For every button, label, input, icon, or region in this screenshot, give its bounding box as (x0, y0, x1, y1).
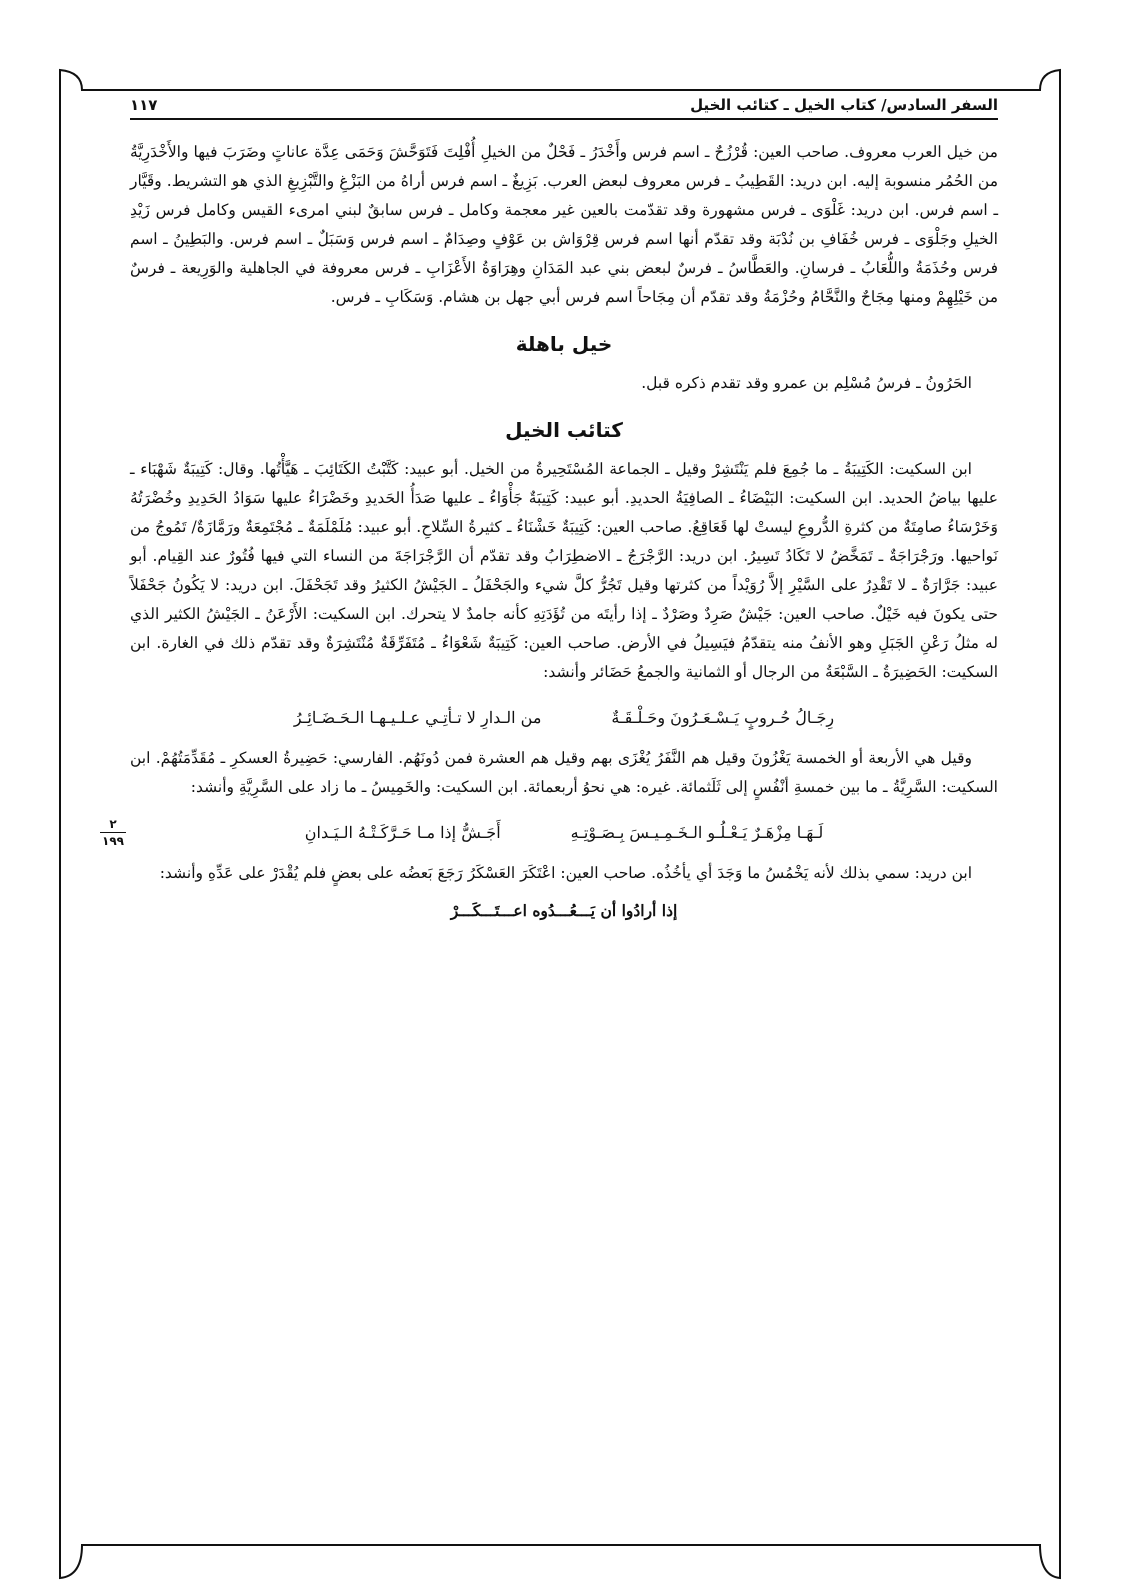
paragraph-kataib-3: ابن دريد: سمي بذلك لأنه يَخْمُسُ ما وَجَدَ أي يأخُذُه. صاحب العين: اعْتَكَرَ العَسْكَرُ رَجَعَ بَعضُه على بعضٍ فلم يُقْدَرْ على عَدِّهِ وأنشد: (159, 864, 972, 882)
page-number: ١١٧ (130, 96, 158, 114)
section-heading-bahila: خيل باهلة (515, 332, 613, 356)
paragraph-horses-continued: من خيل العرب معروف. صاحب العين: قُرْزُحٌ ـ اسم فرس وأَخْدَرُ ـ فَحْلٌ من الخيلِ أُفْلِتَ فَتَوَحَّشَ وَحَمَى عِدَّة عاناتٍ وضَرَبَ فيها والأَخْدَرِيَّةُ من الحُمُر منسوبة إليه. ابن دريد: القَطِيبُ ـ فرس معروف لبعض العرب. بَزِيغٌ ـ اسم فرس أراهُ من البَزْغِ والتَّبْزِيغِ الذي هو التشريط. وقَيَّار ـ اسم فرس. ابن دريد: غَلْوَى ـ فرس مشهورة وقد تقدّمت بالعين غير معجمة وكامل ـ فرس سابقٌ لبني امرىء القيس وكامل فرس زَيْدِ الخيلِ وجَلْوَى ـ فرس خُفَافِ بن نُدْبَة وقد تقدّم أنها اسم فرس قِرْوَاش بن عَوْفٍ وصِدَامٌ ـ اسم فرس وَسَبَلٌ ـ اسم فرس. والبَطِينُ ـ اسم فرس وحُذَمَةُ واللُّعَابُ ـ فرسانِ. والعَطَّاسُ ـ فرسٌ لبعض بني عبد المَدَانِ وهِرَاوَةُ الأَعْزَابِ ـ فرس معروفة في الجاهلية والوَرِيعة ـ فرسٌ من خَيْلِهِمْ ومنها مِجَاحٌ والنَّحَّامُ وحُزْمَةُ وقد تقدّم أن مِجَاحاً اسم فرس أبي جهل بن هشام. وَسَكَابِ ـ فرس. (130, 143, 998, 306)
paragraph-kataib-1: ابن السكيت: الكَتِيبَةُ ـ ما جُمِعَ فلم يَنْتَشِرْ وقيل ـ الجماعة المُسْتَحِيرةُ من الخيل. أبو عبيد: كَتَّبْتُ الكَتَائِبَ ـ هَيَّأْتُها. وقال: كَتِيبَةٌ شَهْبَاء ـ عليها بياضُ الحديد. ابن السكيت: البَيْضَاءُ ـ الصافِيَةُ الحديدِ. أبو عبيد: كَتِيبَةٌ جَأْوَاءُ ـ عليها صَدَأُ الحَديدِ وخَضْرَاءُ عليها سَوَادُ الحَدِيدِ وخُضْرَتُهُ وَخَرْسَاءُ صامِتَةٌ من كثرةِ الدُّروعِ ليستْ لها قَعَاقِعُ. صاحب العين: كَتِيبَةٌ خَشْنَاءُ ـ كثيرةُ السِّلاحِ. أبو عبيد: مُلَمْلَمَةٌ ـ مُجْتَمِعَةٌ ورَمَّازَةٌ/ تَمُوجُ من نَواحيها. ورَجْرَاجَةٌ ـ تَمَخَّضُ لا تَكَادُ تَسِيرُ. ابن دريد: الرَّجْرَجُ ـ الاضطِرَابُ وقد تقدّم أن الرَّجْرَاجَةَ من النساء التي فيها فُتُورٌ عند القِيام. أبو عبيد: جَرَّارَةٌ ـ لا تَقْدِرُ على السَّيْرِ إلاَّ رُوَيْداً من كثرتها وقيل تَجُرُّ كلَّ شيء والجَحْفَلُ ـ الجَيْشُ الكثيرُ وقد تَجَحْفَلَ. ابن دريد: لا يَكُونُ جَحْفَلاً حتى يكونَ فيه خَيْلٌ. صاحب العين: جَيْشٌ صَرِدٌ وصَرْدٌ ـ إذا رأيتَه من تُؤَدَتِهِ كأنه جامدٌ لا يتحرك. ابن السكيت: الأَرْعَنُ ـ الجَيْشُ الكثير الذي له مثلُ رَعْنِ الجَبَلِ وهو الأنفُ منه يتقدّمُ فيَسِيلُ في الأرض. صاحب العين: كَتِيبَةٌ شَعْوَاءُ ـ مُتَفَرِّقَةٌ مُنْتَشِرَةٌ وقد تقدّم ذلك في الغارة. ابن السكيت: الحَضِيرَةُ ـ السَّبْعَةُ من الرجال أو الثمانية والجمعُ حَضَائر وأنشد: (130, 460, 998, 681)
page-body (130, 82, 998, 925)
verse-1-second-hemistich: من الـدارِ لا تـأتِـي عـلـيـهـا الـحَـضَـائِـرُ (293, 708, 542, 727)
running-header (130, 82, 998, 120)
section-heading-kataib: كتائب الخيل (505, 418, 623, 442)
poem-verse-2 (130, 818, 998, 847)
text-content (130, 138, 998, 925)
running-title: السفر السادس/ كتاب الخيل ـ كتائب الخيل (690, 96, 998, 114)
margin-ref-bottom: ١٩٩ (102, 834, 124, 848)
margin-ref-top: ٢ (109, 817, 117, 831)
margin-ref-divider (100, 832, 126, 833)
paragraph-kataib-2: وقيل هي الأربعة أو الخمسة يَغْزُونَ وقيل هم النَّفَرُ يُغْزَى بهم وقيل هم العشرة فمن دُونَهُم. الفارسي: حَضِيرةُ العسكرِ ـ مُقَدِّمَتُهُمْ. ابن السكيت: السَّرِيَّةُ ـ ما بين خمسةِ أنْفُسٍ إلى ثَلَثمائة. غيره: هي نحوُ أربعمائة. ابن السكيت: والخَمِيسُ ـ ما زاد على السَّرِيَّةِ وأنشد: (130, 749, 998, 796)
poem-verse-1 (130, 703, 998, 732)
verse-2-first-hemistich: لَـهَـا مِزْهَـرٌ يَـعْـلُـو الـخَـمِـيـسَ بِـصَـوْتِـهِ (570, 823, 824, 842)
margin-page-reference (98, 817, 128, 848)
paragraph-bahila: الحَرُونُ ـ فرسُ مُسْلِم بن عمرو وقد تقدم ذكره قبل. (641, 374, 972, 392)
poem-rajaz-line: إذا أرادُوا أن يَـــعُـــدُوه اعـــتَـــكَـــرْ (450, 901, 678, 920)
verse-2-second-hemistich: أَجَـشُّ إذا مـا حَـرَّكَـتْـهُ الـيَـدانِ (304, 823, 501, 842)
verse-1-first-hemistich: رِجَـالُ حُـروبٍ يَـسْـعَـرُونَ وحَـلْـقَـةٌ (611, 708, 835, 727)
